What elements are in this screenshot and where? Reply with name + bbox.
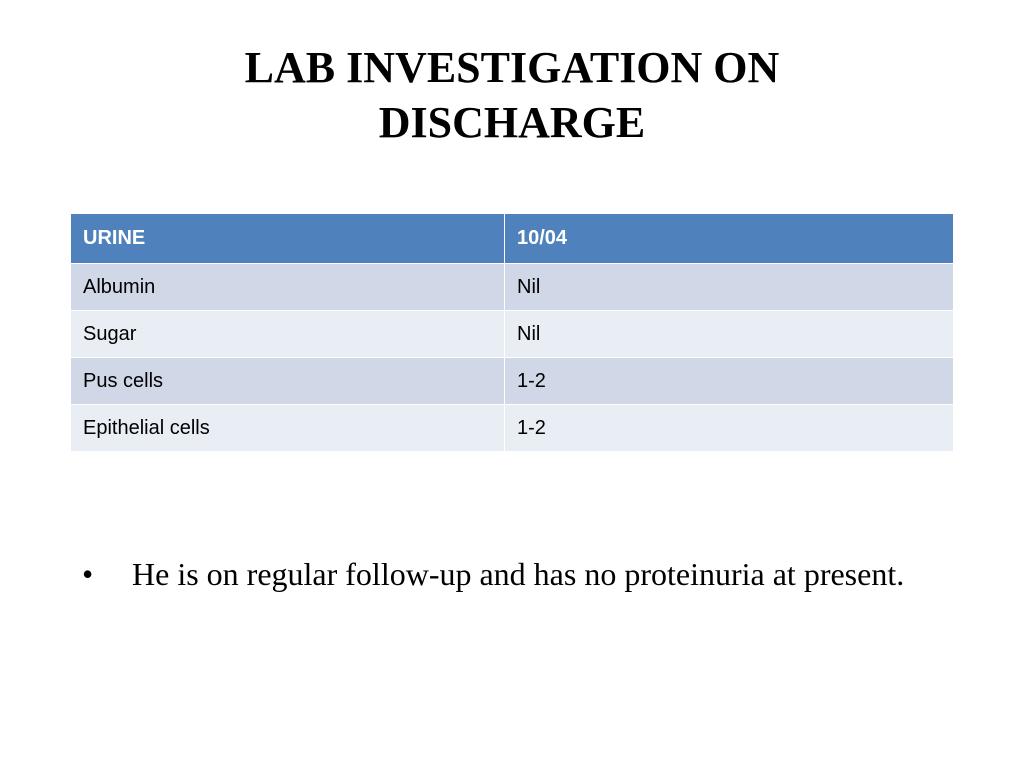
table-cell-value: Nil [505, 264, 954, 311]
table-cell-value: Nil [505, 311, 954, 358]
table-header-row [71, 214, 954, 264]
table-header-date: 10/04 [505, 214, 954, 264]
table-row [71, 358, 954, 405]
table-row [71, 405, 954, 452]
bullet-text: He is on regular follow-up and has no proteinuria at present. [132, 556, 905, 592]
table-row [71, 264, 954, 311]
table-cell-value: 1-2 [505, 405, 954, 452]
slide-title [112, 40, 912, 150]
table-cell-test: Sugar [71, 311, 505, 358]
table-cell-test: Pus cells [71, 358, 505, 405]
table-row [71, 311, 954, 358]
bullet-item [82, 552, 972, 596]
slide-title-line-2: DISCHARGE [378, 98, 646, 147]
table-cell-test: Albumin [71, 264, 505, 311]
table-cell-test: Epithelial cells [71, 405, 505, 452]
bullet-dot-icon: • [82, 556, 94, 592]
table-cell-value: 1-2 [505, 358, 954, 405]
urine-lab-table [70, 213, 954, 452]
slide-title-line-1: LAB INVESTIGATION ON [244, 43, 780, 92]
table-header-test: URINE [71, 214, 505, 264]
